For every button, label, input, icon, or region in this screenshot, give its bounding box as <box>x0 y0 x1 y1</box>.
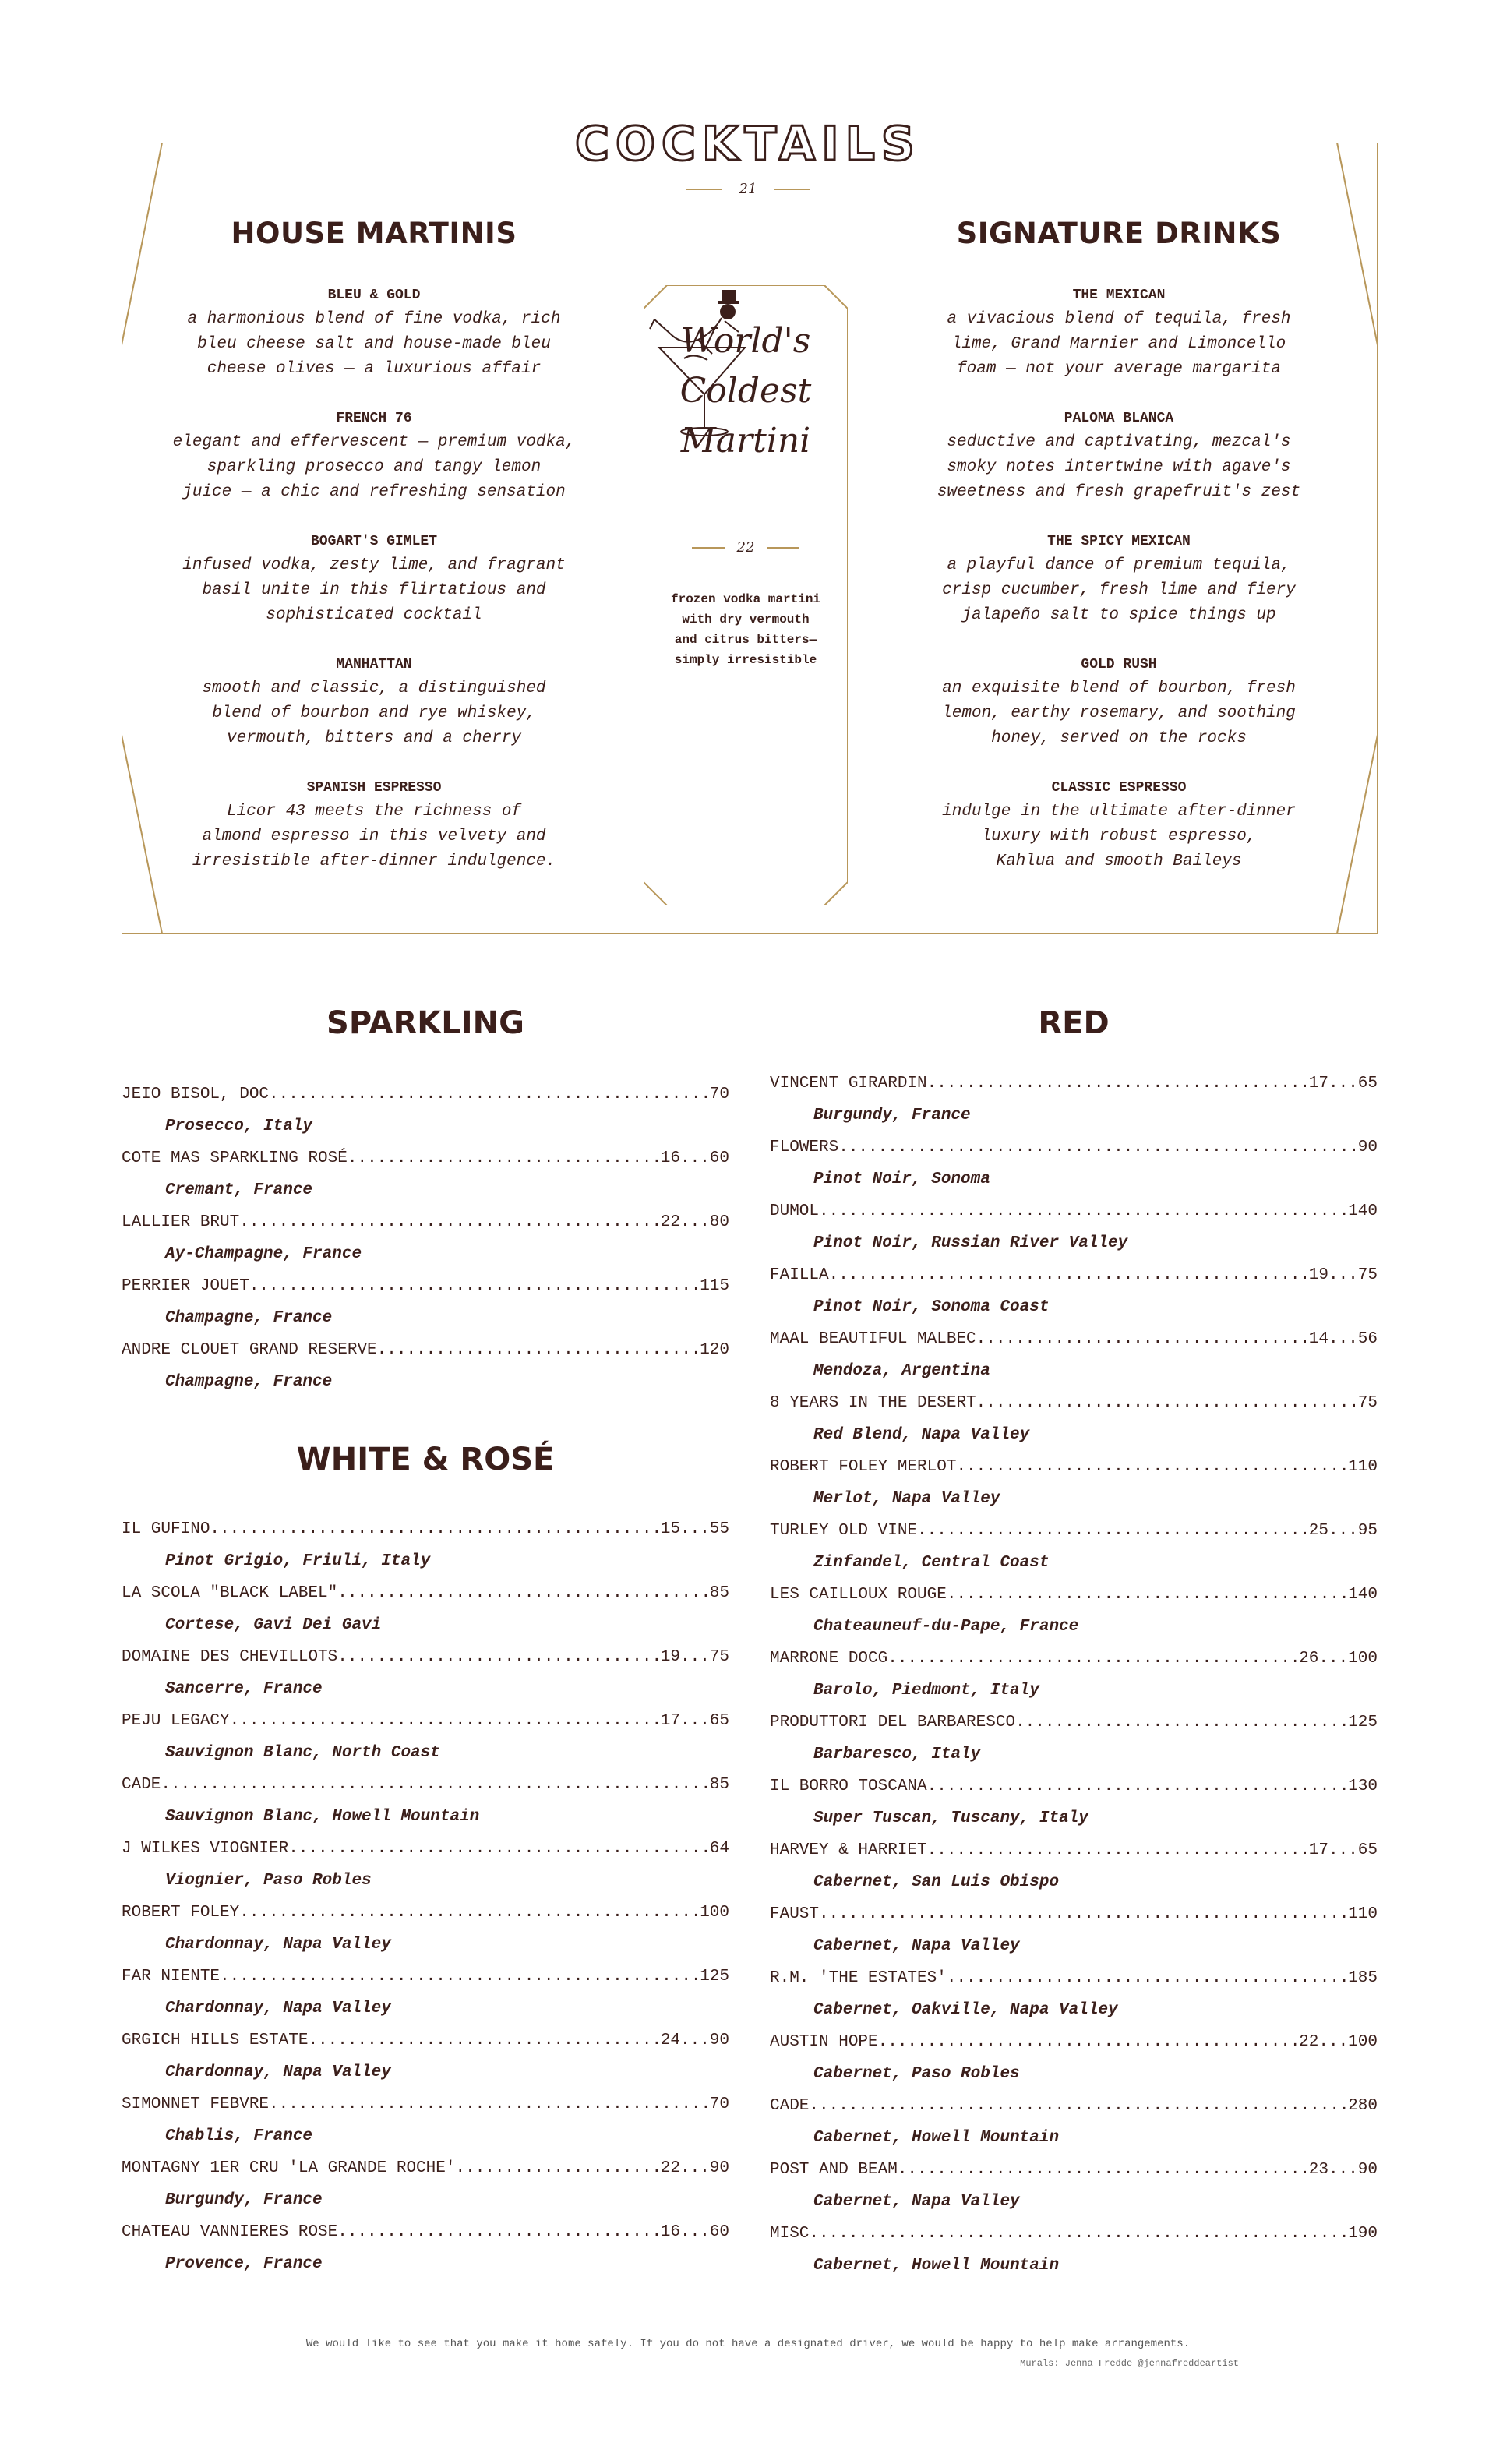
wine-origin: Cabernet, Howell Mountain <box>813 2257 1060 2275</box>
wine-row <box>122 1142 729 1174</box>
drink-desc: a vivacious blend of tequila, fresh lime, Grand Marnier and Limoncello foam — not your average margarita <box>947 310 1291 378</box>
wine-price: 130 <box>1348 1777 1378 1795</box>
wine-price: 120 <box>700 1341 729 1359</box>
wine-item <box>122 2025 729 2088</box>
wine-origin: Provence, France <box>165 2255 323 2273</box>
wine-name: FLOWERS <box>770 1138 839 1156</box>
wine-row <box>770 1195 1378 1227</box>
wine-price: 90 <box>1357 1138 1378 1156</box>
dot-leader <box>1015 1707 1348 1739</box>
wine-price: 17...65 <box>660 1712 729 1730</box>
wine-row <box>122 1833 729 1865</box>
drink-desc: elegant and effervescent — premium vodka, sparkling prosecco and tangy lemon juice — a chic and refreshing sensation <box>172 433 576 501</box>
wine-item <box>770 1259 1378 1323</box>
wine-price: 19...75 <box>660 1648 729 1666</box>
drink-desc: smooth and classic, a distinguished blend of bourbon and rye whiskey, vermouth, bitters and a cherry <box>202 680 546 747</box>
wine-origin: Merlot, Napa Valley <box>813 1490 1000 1508</box>
drink-desc: a playful dance of premium tequila, crisp cucumber, fresh lime and fiery jalapeño salt to spice things up <box>942 556 1296 624</box>
wine-row <box>122 1206 729 1238</box>
wine-name: SIMONNET FEBVRE <box>122 2095 270 2113</box>
signature-drinks-title: SIGNATURE DRINKS <box>956 217 1282 250</box>
wine-origin: Ay-Champagne, France <box>165 1245 362 1263</box>
wine-item <box>122 1705 729 1769</box>
wine-name: HARVEY & HARRIET <box>770 1841 927 1859</box>
wine-origin: Cremant, France <box>165 1181 313 1199</box>
wine-price: 110 <box>1348 1458 1378 1476</box>
wine-row <box>770 1962 1378 1994</box>
wine-origin: Pinot Noir, Russian River Valley <box>813 1234 1128 1252</box>
wine-item <box>770 1770 1378 1834</box>
wine-price: 64 <box>709 1840 729 1858</box>
wine-origin: Red Blend, Napa Valley <box>813 1426 1030 1444</box>
dot-leader <box>838 1131 1358 1163</box>
drink-item <box>156 530 592 628</box>
dot-leader <box>455 2152 660 2184</box>
wine-row <box>122 1769 729 1801</box>
wine-item <box>122 1513 729 1577</box>
wine-origin: Cabernet, Napa Valley <box>813 2193 1020 2211</box>
dot-leader <box>269 2088 710 2120</box>
house-martinis-title: HOUSE MARTINIS <box>231 217 517 250</box>
dot-leader <box>809 2090 1348 2122</box>
drink-desc: seductive and captivating, mezcal's smoky notes intertwine with agave's sweetness and fresh grapefruit's zest <box>937 433 1301 501</box>
drink-item <box>901 407 1337 505</box>
dot-leader <box>308 2025 660 2056</box>
drink-item <box>156 653 592 751</box>
wine-item <box>770 1387 1378 1451</box>
dot-leader <box>819 1195 1348 1227</box>
wine-item <box>770 1068 1378 1131</box>
drink-name: PALOMA BLANCA <box>1064 411 1174 426</box>
wine-item <box>122 2088 729 2152</box>
drink-name: BOGART'S GIMLET <box>310 534 438 549</box>
wine-origin: Barbaresco, Italy <box>813 1746 981 1763</box>
wine-origin: Chardonnay, Napa Valley <box>165 2000 391 2017</box>
wine-origin: Sauvignon Blanc, Howell Mountain <box>165 1808 480 1826</box>
wine-price: 17...65 <box>1308 1841 1378 1859</box>
wine-row <box>770 1387 1378 1419</box>
dot-leader <box>337 2216 661 2248</box>
wine-price: 140 <box>1348 1202 1378 1220</box>
wine-item <box>770 2026 1378 2090</box>
drink-desc: indulge in the ultimate after-dinner luxury with robust espresso, Kahlua and smooth Baileys <box>942 803 1296 870</box>
wine-price: 75 <box>1357 1394 1378 1412</box>
wine-item <box>122 1833 729 1897</box>
dot-leader <box>337 1577 710 1609</box>
wine-item <box>122 1270 729 1334</box>
wine-origin: Barolo, Piedmont, Italy <box>813 1682 1039 1700</box>
wine-item <box>770 1515 1378 1579</box>
dot-leader <box>230 1705 661 1737</box>
wine-name: R.M. 'THE ESTATES' <box>770 1969 947 1987</box>
sparkling-title: SPARKLING <box>326 1005 524 1041</box>
wine-name: GRGICH HILLS ESTATE <box>122 2032 309 2049</box>
wine-price: 115 <box>700 1277 729 1295</box>
wine-origin: Burgundy, France <box>165 2191 323 2209</box>
script-line-1: World's <box>680 321 811 361</box>
dot-leader <box>887 1643 1299 1675</box>
wine-origin: Zinfandel, Central Coast <box>813 1554 1050 1572</box>
wine-price: 280 <box>1348 2097 1378 2115</box>
wine-origin: Cabernet, Paso Robles <box>813 2065 1020 2083</box>
wine-row <box>770 1259 1378 1291</box>
wine-name: ANDRE CLOUET GRAND RESERVE <box>122 1341 377 1359</box>
wine-row <box>122 1897 729 1929</box>
white-rose-title: WHITE & ROSÉ <box>296 1442 555 1477</box>
drink-item <box>156 776 592 874</box>
wine-item <box>122 1334 729 1398</box>
wine-row <box>770 1515 1378 1547</box>
red-title: RED <box>1038 1005 1110 1041</box>
red-list <box>770 1068 1378 2282</box>
wine-row <box>770 1579 1378 1611</box>
dot-leader <box>917 1515 1309 1547</box>
drink-name: CLASSIC ESPRESSO <box>1051 780 1187 796</box>
wine-origin: Chardonnay, Napa Valley <box>165 1936 391 1954</box>
dot-leader <box>819 1898 1348 1930</box>
drink-item <box>156 407 592 505</box>
worlds-coldest-price-value: 22 <box>736 539 755 556</box>
wine-price: 125 <box>1348 1714 1378 1732</box>
wine-origin: Cabernet, Napa Valley <box>813 1937 1020 1955</box>
wine-item <box>770 2090 1378 2154</box>
wine-name: CADE <box>770 2097 810 2115</box>
wine-row <box>122 2088 729 2120</box>
dot-leader <box>377 1334 700 1366</box>
dot-leader <box>220 1961 700 1993</box>
wine-origin: Sancerre, France <box>165 1680 323 1698</box>
dot-leader <box>927 1770 1349 1802</box>
drink-desc: a harmonious blend of fine vodka, rich bleu cheese salt and house-made bleu cheese olives — a luxurious affair <box>187 310 561 378</box>
wine-name: ROBERT FOLEY MERLOT <box>770 1458 957 1476</box>
wine-row <box>770 2218 1378 2250</box>
wine-origin: Champagne, France <box>165 1373 333 1391</box>
wine-price: 14...56 <box>1308 1330 1378 1348</box>
wine-item <box>122 1206 729 1270</box>
dot-leader <box>337 1641 661 1673</box>
wine-price: 23...90 <box>1308 2161 1378 2179</box>
wine-name: COTE MAS SPARKLING ROSÉ <box>122 1149 348 1167</box>
wine-price: 100 <box>700 1904 729 1922</box>
wine-name: J WILKES VIOGNIER <box>122 1840 289 1858</box>
wine-price: 140 <box>1348 1586 1378 1604</box>
wine-price: 110 <box>1348 1905 1378 1923</box>
footer-credit: Murals: Jenna Fredde @jennafreddeartist <box>1020 2358 1239 2369</box>
drink-name: MANHATTAN <box>336 657 412 672</box>
wine-item <box>770 1834 1378 1898</box>
script-line-3: Martini <box>680 421 811 461</box>
wine-row <box>770 1068 1378 1100</box>
wine-price: 70 <box>709 2095 729 2113</box>
wine-row <box>770 1898 1378 1930</box>
dot-leader <box>927 1068 1309 1100</box>
wine-price: 24...90 <box>660 2032 729 2049</box>
wine-origin: Pinot Noir, Sonoma <box>813 1170 990 1188</box>
drink-desc: an exquisite blend of bourbon, fresh lemon, earthy rosemary, and soothing honey, served on the rocks <box>942 680 1296 747</box>
wine-name: CHATEAU VANNIERES ROSE <box>122 2223 338 2241</box>
wine-row <box>122 1641 729 1673</box>
wine-name: PERRIER JOUET <box>122 1277 249 1295</box>
wine-name: IL GUFINO <box>122 1520 210 1538</box>
dot-leader <box>348 1142 661 1174</box>
wine-name: FAUST <box>770 1905 820 1923</box>
wine-row <box>770 1451 1378 1483</box>
wine-item <box>770 1898 1378 1962</box>
drink-desc: infused vodka, zesty lime, and fragrant basil unite in this flirtatious and sophisticated cocktail <box>182 556 566 624</box>
wine-row <box>122 2025 729 2056</box>
wine-name: LES CAILLOUX ROUGE <box>770 1586 947 1604</box>
wine-name: PEJU LEGACY <box>122 1712 230 1730</box>
wine-price: 25...95 <box>1308 1522 1378 1540</box>
wine-origin: Chateauneuf-du-Pape, France <box>813 1618 1079 1636</box>
wine-price: 22...100 <box>1299 2033 1378 2051</box>
wine-origin: Pinot Grigio, Friuli, Italy <box>165 1552 431 1570</box>
wine-row <box>122 1705 729 1737</box>
wine-row <box>770 1770 1378 1802</box>
dot-leader <box>878 2026 1300 2058</box>
wine-row <box>122 1513 729 1545</box>
wine-row <box>770 2026 1378 2058</box>
wine-row <box>122 2152 729 2184</box>
dot-leader <box>927 1834 1309 1866</box>
wine-price: 16...60 <box>660 2223 729 2241</box>
dot-leader <box>829 1259 1309 1291</box>
wine-price: 17...65 <box>1308 1075 1378 1093</box>
price-rule-left <box>686 189 722 190</box>
wine-item <box>770 2218 1378 2282</box>
wine-origin: Cortese, Gavi Dei Gavi <box>165 1616 382 1634</box>
white-rose-list <box>122 1513 729 2280</box>
drink-desc: Licor 43 meets the richness of almond espresso in this velvety and irresistible after-dinner indulgence. <box>192 803 556 870</box>
wine-name: MAAL BEAUTIFUL MALBEC <box>770 1330 976 1348</box>
dot-leader <box>249 1270 700 1302</box>
wine-name: FAR NIENTE <box>122 1968 221 1986</box>
wine-origin: Cabernet, Howell Mountain <box>813 2129 1060 2147</box>
cocktails-title: COCKTAILS <box>574 117 922 171</box>
drink-item <box>156 284 592 382</box>
dot-leader <box>239 1206 661 1238</box>
wine-origin: Prosecco, Italy <box>165 1117 313 1135</box>
drink-name: BLEU & GOLD <box>327 288 421 303</box>
wine-name: IL BORRO TOSCANA <box>770 1777 927 1795</box>
wine-origin: Sauvignon Blanc, North Coast <box>165 1744 440 1762</box>
dot-leader <box>210 1513 660 1545</box>
wine-name: MARRONE DOCG <box>770 1650 888 1668</box>
price-rule-left <box>692 547 725 549</box>
drink-item <box>901 530 1337 628</box>
wine-item <box>770 1579 1378 1643</box>
cocktails-price-value: 21 <box>739 181 757 197</box>
wine-name: VINCENT GIRARDIN <box>770 1075 927 1093</box>
wine-name: DUMOL <box>770 1202 820 1220</box>
wine-name: TURLEY OLD VINE <box>770 1522 918 1540</box>
wine-item <box>770 1323 1378 1387</box>
wine-name: AUSTIN HOPE <box>770 2033 878 2051</box>
wine-origin: Super Tuscan, Tuscany, Italy <box>813 1809 1088 1827</box>
dot-leader <box>161 1769 709 1801</box>
wine-price: 85 <box>709 1776 729 1794</box>
price-rule-right <box>767 547 799 549</box>
martini-glass-illustration <box>644 285 760 441</box>
wine-item <box>770 1131 1378 1195</box>
wine-name: DOMAINE DES CHEVILLOTS <box>122 1648 338 1666</box>
wine-price: 190 <box>1348 2225 1378 2243</box>
wine-item <box>122 1897 729 1961</box>
wine-origin: Chablis, France <box>165 2127 313 2145</box>
wine-name: ROBERT FOLEY <box>122 1904 240 1922</box>
wine-row <box>770 1323 1378 1355</box>
wine-row <box>122 1577 729 1609</box>
worlds-coldest-panel <box>644 285 848 905</box>
drink-name: GOLD RUSH <box>1081 657 1157 672</box>
drink-item <box>901 284 1337 382</box>
wine-price: 22...80 <box>660 1213 729 1231</box>
wine-price: 70 <box>709 1086 729 1103</box>
wine-row <box>122 1961 729 1993</box>
wine-origin: Cabernet, San Luis Obispo <box>813 1873 1060 1891</box>
worlds-coldest-price <box>644 539 848 556</box>
dot-leader <box>288 1833 710 1865</box>
wine-item <box>122 1641 729 1705</box>
wine-row <box>122 2216 729 2248</box>
wine-origin: Pinot Noir, Sonoma Coast <box>813 1298 1050 1316</box>
drink-name: THE SPICY MEXICAN <box>1047 534 1191 549</box>
wine-price: 15...55 <box>660 1520 729 1538</box>
wine-name: FAILLA <box>770 1266 829 1284</box>
sparkling-list <box>122 1078 729 1398</box>
wine-price: 22...90 <box>660 2159 729 2177</box>
wine-origin: Mendoza, Argentina <box>813 1362 990 1380</box>
wine-row <box>770 1707 1378 1739</box>
wine-item <box>122 1961 729 2025</box>
wine-origin: Viognier, Paso Robles <box>165 1872 372 1890</box>
dot-leader <box>809 2218 1348 2250</box>
wine-item <box>122 2216 729 2280</box>
wine-name: JEIO BISOL, DOC <box>122 1086 270 1103</box>
drink-name: FRENCH 76 <box>336 411 412 426</box>
house-martinis-list <box>156 284 592 899</box>
drink-name: SPANISH ESPRESSO <box>306 780 442 796</box>
footer-note: We would like to see that you make it home safely. If you do not have a designated driver, we would be happy to help make arrangements. <box>305 2338 1191 2350</box>
dot-leader <box>956 1451 1348 1483</box>
wine-item <box>122 1078 729 1142</box>
wine-price: 125 <box>700 1968 729 1986</box>
wine-row <box>122 1334 729 1366</box>
wine-row <box>770 2154 1378 2186</box>
wine-origin: Cabernet, Oakville, Napa Valley <box>813 2001 1118 2019</box>
dot-leader <box>976 1387 1358 1419</box>
wine-row <box>770 1834 1378 1866</box>
wine-item <box>770 1707 1378 1770</box>
wine-row <box>122 1270 729 1302</box>
wine-item <box>770 1195 1378 1259</box>
price-rule-right <box>774 189 810 190</box>
wine-item <box>122 1577 729 1641</box>
wine-origin: Burgundy, France <box>813 1107 971 1124</box>
wine-name: LA SCOLA "BLACK LABEL" <box>122 1584 338 1602</box>
wine-name: POST AND BEAM <box>770 2161 898 2179</box>
wine-row <box>770 1643 1378 1675</box>
drink-item <box>901 776 1337 874</box>
wine-name: LALLIER BRUT <box>122 1213 240 1231</box>
dot-leader <box>976 1323 1309 1355</box>
signature-drinks-list <box>901 284 1337 899</box>
wine-origin: Chardonnay, Napa Valley <box>165 2063 391 2081</box>
wine-origin: Champagne, France <box>165 1309 333 1327</box>
dot-leader <box>947 1962 1348 1994</box>
wine-price: 26...100 <box>1299 1650 1378 1668</box>
wine-item <box>770 2154 1378 2218</box>
wine-name: MISC <box>770 2225 810 2243</box>
wine-name: CADE <box>122 1776 161 1794</box>
dot-leader <box>947 1579 1348 1611</box>
wine-price: 85 <box>709 1584 729 1602</box>
wine-row <box>770 2090 1378 2122</box>
wine-price: 185 <box>1348 1969 1378 1987</box>
wine-name: 8 YEARS IN THE DESERT <box>770 1394 976 1412</box>
dot-leader <box>269 1078 710 1110</box>
dot-leader <box>239 1897 700 1929</box>
wine-item <box>770 1643 1378 1707</box>
wine-item <box>770 1451 1378 1515</box>
wine-row <box>122 1078 729 1110</box>
drink-name: THE MEXICAN <box>1072 288 1166 303</box>
worlds-coldest-desc: frozen vodka martini with dry vermouth and citrus bitters— simply irresistible <box>670 592 821 667</box>
wine-item <box>122 2152 729 2216</box>
wine-item <box>122 1769 729 1833</box>
wine-item <box>122 1142 729 1206</box>
drink-item <box>901 653 1337 751</box>
wine-name: PRODUTTORI DEL BARBARESCO <box>770 1714 1016 1732</box>
wine-price: 19...75 <box>1308 1266 1378 1284</box>
wine-row <box>770 1131 1378 1163</box>
wine-name: MONTAGNY 1ER CRU 'LA GRANDE ROCHE' <box>122 2159 456 2177</box>
dot-leader <box>898 2154 1309 2186</box>
script-line-2: Coldest <box>679 371 812 411</box>
wine-price: 16...60 <box>660 1149 729 1167</box>
wine-item <box>770 1962 1378 2026</box>
cocktails-price <box>0 181 1496 197</box>
